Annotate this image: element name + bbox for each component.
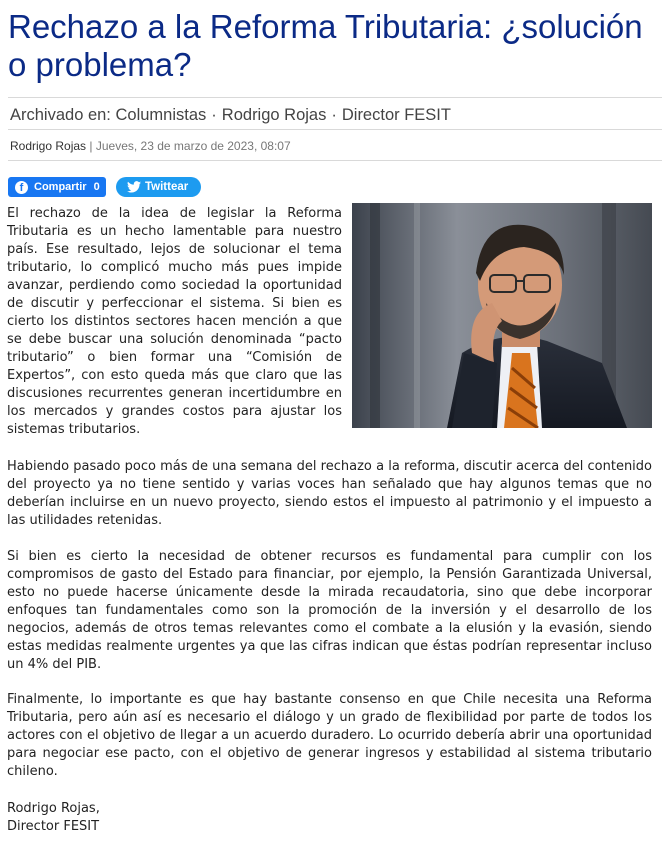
- twitter-bird-icon: [127, 181, 141, 193]
- facebook-icon: f: [15, 181, 28, 194]
- facebook-share-button[interactable]: [8, 177, 106, 197]
- divider: [8, 129, 662, 130]
- tag-link-director-fesit[interactable]: Director FESIT: [341, 106, 451, 124]
- twitter-share-label: Twittear: [145, 181, 189, 193]
- signature-role: Director FESIT: [7, 819, 100, 834]
- tag-link-rodrigo-rojas[interactable]: Rodrigo Rojas: [221, 106, 327, 124]
- author-name: Rodrigo Rojas: [10, 139, 87, 153]
- archive-label: Archivado en:: [10, 106, 111, 124]
- divider: [8, 97, 662, 98]
- author-photo: [352, 203, 652, 428]
- paragraph-4: Finalmente, lo importante es que hay bastante consenso en que Chile necesita una Reforma Tributaria, pero aún así es necesario el diálogo y un grado de flexibilidad por parte de todos los actores con el objetivo de llegar a un acuerdo duradero. Lo ocurrido debería abrir una oportunidad para negociar ese pacto, con el objetivo de generar ingresos y estabilidad al sistema tributario chileno.: [7, 692, 652, 779]
- paragraph-3: Si bien es cierto la necesidad de obtener recursos es fundamental para cumplir con los compromisos de gasto del Estado para financiar, por ejemplo, la Pensión Garantizada Universal, esto no puede hacerse únicamente desde la mirada recaudatoria, sino que debe incorporar enfoques tan fundamentales como son la promoción de la inversión y el desarrollo de los negocios, además de otros temas relevantes como el combate a la elusión y la evasión, siendo estas medidas realmente urgentes ya que las cifras indican que éstas podrían representar incluso un 4% del PIB.: [7, 549, 652, 672]
- facebook-share-label: Compartir: [34, 181, 87, 193]
- paragraph-2: Habiendo pasado poco más de una semana del rechazo a la reforma, discutir acerca del contenido del proyecto ya no tiene sentido y varias voces han señalado que hay algunos temas que no deberían incluirse en un nuevo proyecto, siendo estos el impuesto al patrimonio y el impuesto a las utilidades retenidas.: [7, 459, 652, 528]
- tag-link-columnistas[interactable]: Columnistas: [115, 106, 207, 124]
- publish-date: Jueves, 23 de marzo de 2023, 08:07: [95, 139, 291, 153]
- twitter-share-button[interactable]: [116, 177, 201, 197]
- signature-name: Rodrigo Rojas,: [7, 801, 100, 816]
- byline: Rodrigo Rojas | Jueves, 23 de marzo de 2023, 08:07: [10, 139, 291, 153]
- facebook-share-count: 0: [93, 181, 100, 193]
- signature: [7, 800, 100, 836]
- article-title: Rechazo a la Reforma Tributaria: ¿solución o problema?: [8, 8, 643, 83]
- author-portrait-image: [352, 203, 652, 428]
- archive-tags: Archivado en: Columnistas · Rodrigo Rojas · Director FESIT: [10, 106, 451, 124]
- paragraph-1: El rechazo de la idea de legislar la Reforma Tributaria es un hecho lamentable para nuestro país. Ese resultado, lejos de solucionar el tema tributario, lo complicó mucho más pues impide avanzar, perdiendo como sociedad la oportunidad de discutir y perfeccionar el sistema. Si bien es cierto los distintos sectores hacen mención a que se debe buscar una solución denominada “pacto tributario” o bien formar una “Comisión de Expertos”, con esto queda más que claro que las discusiones recurrentes generan incertidumbre en los mercados y grandes costos para ajustar los sistemas tributarios.: [7, 206, 342, 437]
- divider: [8, 160, 662, 161]
